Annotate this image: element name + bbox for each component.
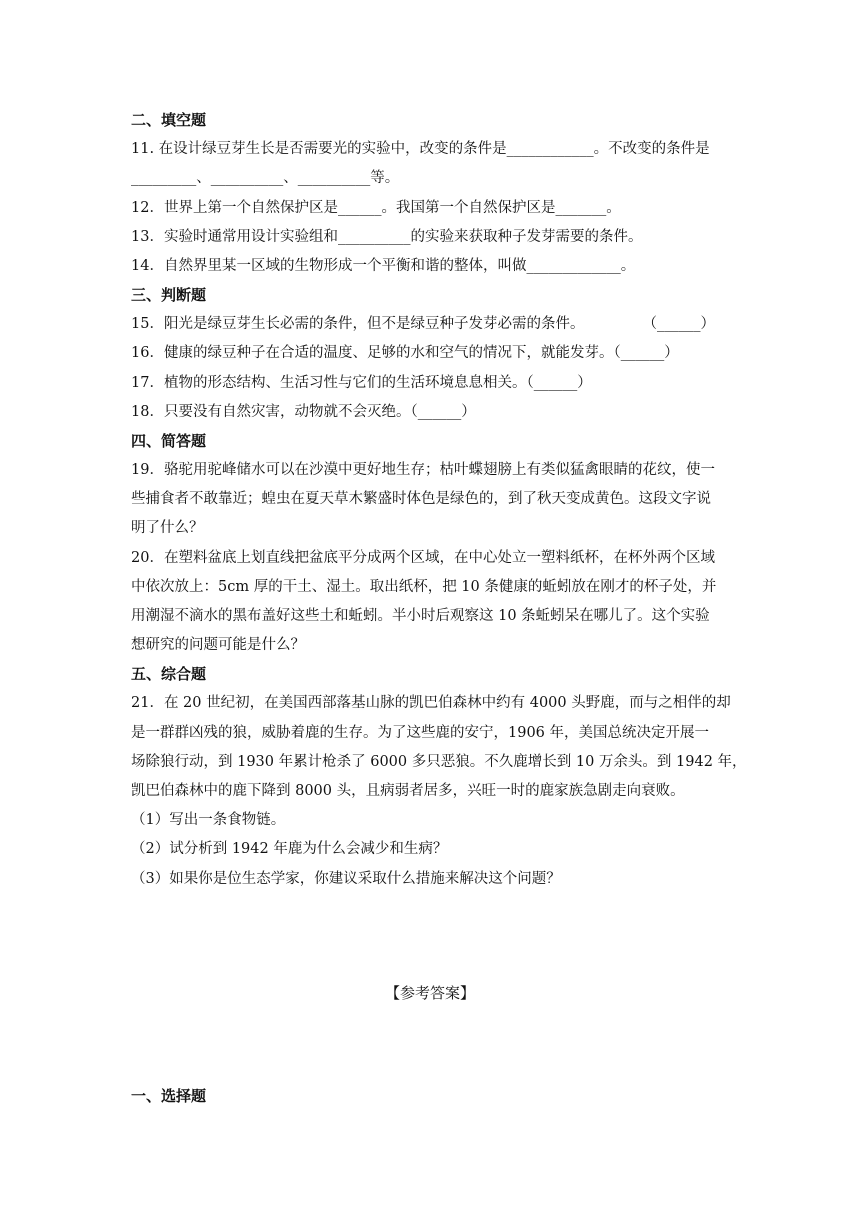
question-17: 17．植物的形态结构、生活习性与它们的生活环境息息相关。（______） [131,375,592,391]
question-19-line-2: 些捕食者不敢靠近；蝗虫在夏天草木繁盛时体色是绿色的，到了秋天变成黄色。这段文字说 [131,491,711,507]
question-21-line-2: 是一群群凶残的狼，威胁着鹿的生存。为了这些鹿的安宁，1906 年，美国总统决定开展一 [131,725,710,741]
question-14: 14．自然界里某一区域的生物形成一个平衡和谐的整体，叫做_____________。 [131,258,636,274]
question-19-line-3: 明了什么？ [131,520,204,536]
section-heading-fill-blank: 二、填空题 [131,111,207,129]
question-20-line-2: 中依次放上：5cm 厚的干土、湿土。取出纸杯，把 10 条健康的蚯蚓放在刚才的杯子处，并 [131,579,717,595]
section-heading-short-answer: 四、简答题 [131,432,207,450]
question-15: 15．阳光是绿豆芽生长必需的条件，但不是绿豆种子发芽必需的条件。 （______） [131,316,715,332]
question-19-line-1: 19．骆驼用驼峰储水可以在沙漠中更好地生存；枯叶蝶翅膀上有类似猛禽眼睛的花纹，使一 [131,462,715,478]
question-21-line-4: 凯巴伯森林中的鹿下降到 8000 头，且病弱者居多，兴旺一时的鹿家族急剧走向衰败。 [131,783,685,799]
question-12: 12．世界上第一个自然保护区是______。我国第一个自然保护区是_______。 [131,200,621,216]
question-21-line-3: 场除狼行动，到 1930 年累计枪杀了 6000 多只恶狼。不久鹿增长到 10 万余头。到 1942 年， [131,754,747,770]
section-heading-judge: 三、判断题 [131,286,207,304]
question-18: 18．只要没有自然灾害，动物就不会灭绝。（______） [131,404,476,420]
question-21-part-3: （3）如果你是位生态学家，你建议采取什么措施来解决这个问题？ [131,871,561,887]
question-11-line-1: 11. 在设计绿豆芽生长是否需要光的实验中，改变的条件是____________。不改变的条件是 [131,141,710,157]
question-21-part-2: （2）试分析到 1942 年鹿为什么会减少和生病？ [131,841,448,857]
question-11-line-2: _________、__________、__________等。 [131,170,400,186]
section-heading-choice: 一、选择题 [131,1087,207,1105]
question-21-part-1: （1）写出一条食物链。 [131,812,286,828]
question-16: 16．健康的绿豆种子在合适的温度、足够的水和空气的情况下，就能发芽。（______） [131,345,679,361]
question-20-line-4: 想研究的问题可能是什么？ [131,637,305,653]
answer-key-title: 【参考答案】 [384,984,475,1002]
question-13: 13．实验时通常用设计实验组和__________的实验来获取种子发芽需要的条件。 [131,229,643,245]
question-20-line-1: 20．在塑料盆底上划直线把盆底平分成两个区域，在中心处立一塑料纸杯，在杯外两个区域 [131,550,715,566]
question-20-line-3: 用潮湿不滴水的黑布盖好这些土和蚯蚓。半小时后观察这 10 条蚯蚓呆在哪儿了。这个实验 [131,608,710,624]
question-21-line-1: 21．在 20 世纪初，在美国西部落基山脉的凯巴伯森林中约有 4000 头野鹿，而与之相伴的却 [131,695,731,711]
section-heading-comprehensive: 五、综合题 [131,665,207,683]
